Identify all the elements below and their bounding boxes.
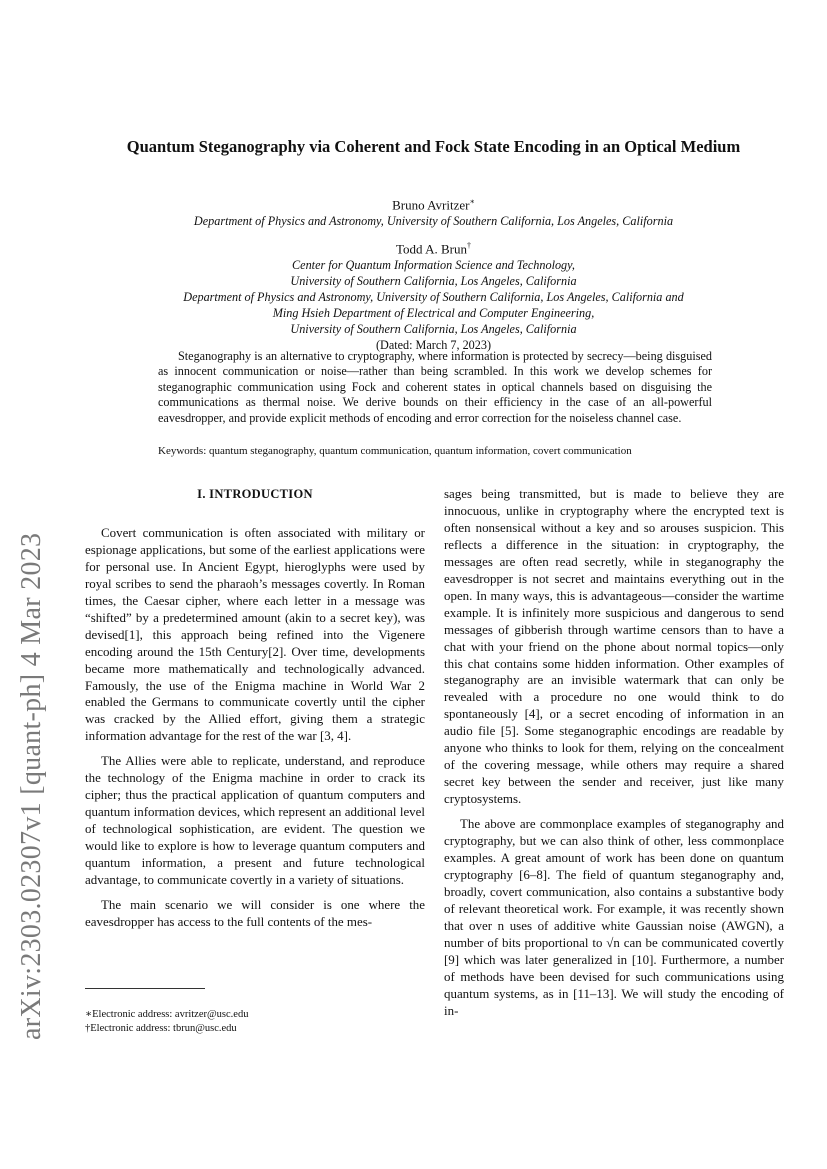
author-affiliation: University of Southern California, Los Angeles, California: [290, 274, 577, 289]
paragraph: The Allies were able to replicate, understand, and reproduce the technology of the Enigma machine in order to crack its cipher; thus the practical application of quantum computers and quantum information devices, which represent an additional level of technological sophistication, are evident. The question we would like to explore is how to leverage quantum computers and quantum information, a present and future technological advantage, to communicate covertly in a variety of situations.: [85, 753, 425, 888]
author-affiliation: Ming Hsieh Department of Electrical and Computer Engineering,: [272, 306, 595, 321]
left-column: [85, 486, 425, 939]
paragraph: The main scenario we will consider is one where the eavesdropper has access to the full contents of the mes-: [85, 896, 425, 929]
right-column: [444, 486, 784, 1028]
date-line: (Dated: March 7, 2023): [375, 338, 492, 353]
keywords: Keywords: quantum steganography, quantum communication, quantum information, covert communication: [158, 445, 632, 457]
section-heading: I. INTRODUCTION: [197, 487, 313, 501]
paragraph: sages being transmitted, but is made to believe they are innocuous, unlike in cryptography where the encrypted text is often nonsensical without a key and so arouses suspicion. This reflects a difference in the situation: in cryptography, the messages are often read secretly, while in steganography the eavesdropper is not secret and maintains everything out in the open. In many ways, this is advantageous—consider the wartime example. It is infinitely more suspicious and dangerous to send messages of gibberish through wartime censors than to have a chat with your friend on the phone about normal topics—only this chat contains some hidden information. Other examples of steganography are an invisible watermark that can only be revealed with a procedure no one would think to do spontaneously [4], or a secret encoding of information in an audio file [5]. Some steganographic encodings are readable by anyone who thinks to look for them, relying on the concealment of the covering message, while others may require a shared secret key between the sender and receiver, just like many cryptosystems.: [444, 486, 784, 807]
author-name: Bruno Avritzer∗: [392, 197, 475, 213]
footnote: ∗Electronic address: avritzer@usc.edu: [85, 1009, 249, 1020]
author-block-1: [100, 194, 767, 229]
paper-title: Quantum Steganography via Coherent and Fock State Encoding in an Optical Medium: [126, 137, 741, 156]
author-affiliation: Department of Physics and Astronomy, University of Southern California, Los Angeles, California: [193, 214, 674, 229]
author-affiliation: Department of Physics and Astronomy, University of Southern California, Los Angeles, California and: [183, 290, 684, 305]
paragraph: The above are commonplace examples of steganography and cryptography, but we can also think of other, less commonplace examples. A great amount of work has been done on quantum cryptography [6–8]. The field of quantum steganography and, broadly, covert communication, also contains a substantive body of relevant theoretical work. For example, it was recently shown that over n uses of additive white Gaussian noise (AWGN), a number of bits proportional to √n can be communicated covertly [9] which was later generalized in [10]. Furthermore, a number of methods have been devised for such communications using quantum systems, as in [11–13]. We will study the encoding of in-: [444, 816, 784, 1018]
author-block-2: [100, 238, 767, 353]
footnote-divider: [85, 988, 205, 989]
author-affiliation: Center for Quantum Information Science and Technology,: [292, 258, 575, 273]
author-name: Todd A. Brun†: [396, 241, 471, 257]
arxiv-identifier-stamp: arXiv:2303.02307v1 [quant-ph] 4 Mar 2023: [16, 532, 47, 1040]
paragraph: Covert communication is often associated with military or espionage applications, but some of the earliest applications were for personal use. In Ancient Egypt, hieroglyphs were used by royal scribes to send the pharaoh’s messages covertly. In Roman times, the Caesar cipher, where each letter in a message was “shifted” by a predetermined amount (akin to a secret key), was devised[1], this approach being refined into the Vigenere encoding around the 15th Century[2]. Over time, developments became more mathematically and technologically advanced. Famously, the use of the Enigma machine in World War 2 enabled the Germans to communicate covertly until the cipher was cracked by the Allied effort, giving them a strategic information advantage for the rest of the war [3, 4].: [85, 524, 425, 744]
footnote: †Electronic address: tbrun@usc.edu: [85, 1023, 237, 1034]
abstract: Steganography is an alternative to cryptography, where information is protected by secrecy—being disguised as innocent communication or noise—rather than being scrambled. In this work we develop schemes for steganographic communication using Fock and coherent states in optical channels based on disguising the communications as thermal noise. We derive bounds on their efficiency in the case of an all-powerful eavesdropper, and provide explicit methods of encoding and error correction for the noiseless channel case.: [158, 349, 712, 425]
author-affiliation: University of Southern California, Los Angeles, California: [290, 322, 577, 337]
footnotes: [85, 1008, 425, 1036]
